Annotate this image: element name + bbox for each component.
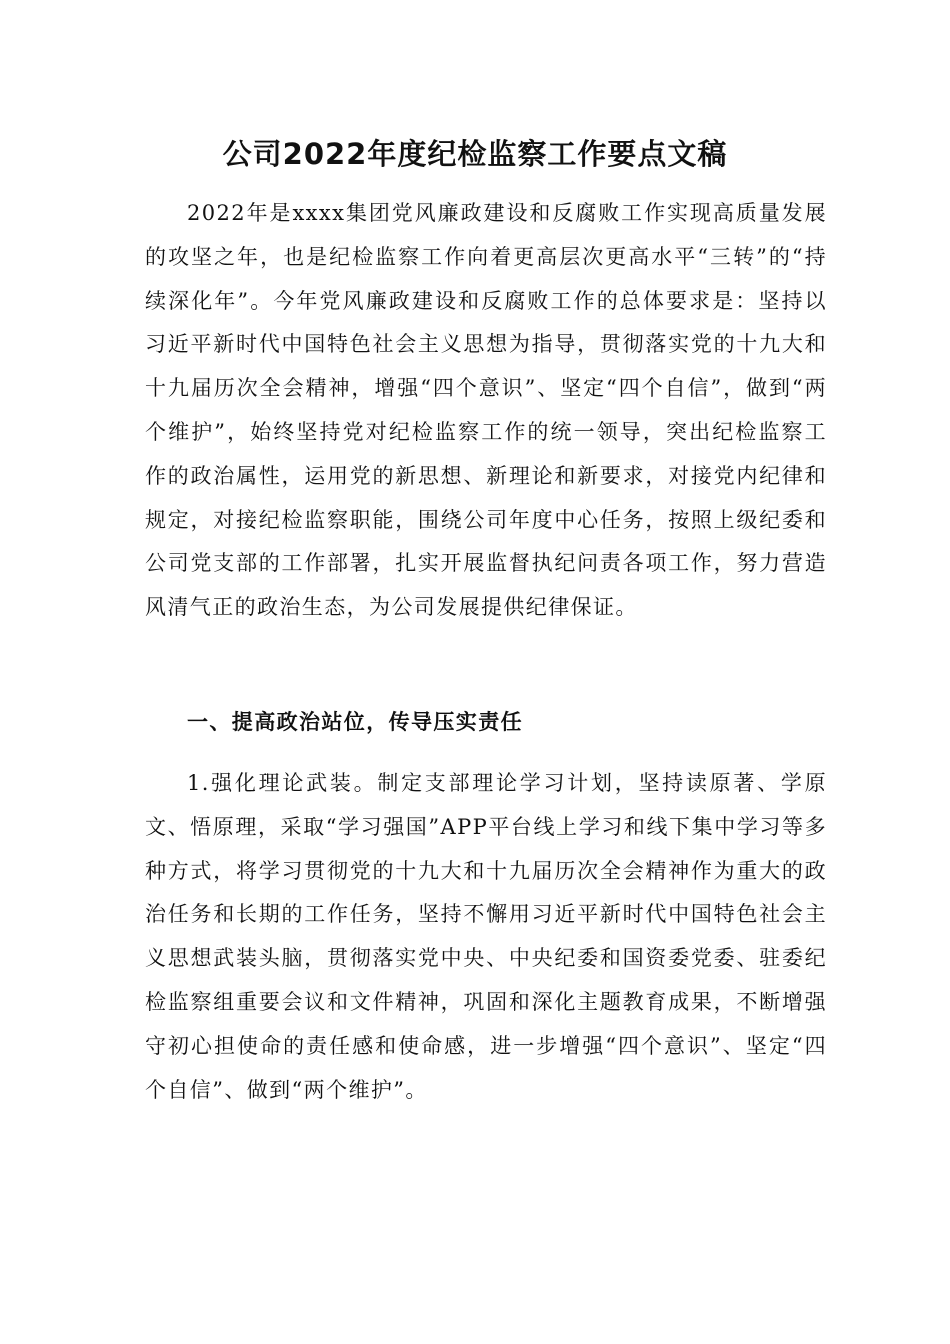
intro-paragraph: 2022年是xxxx集团党风廉政建设和反腐败工作实现高质量发展的攻坚之年，也是纪检监察工作向着更高层次更高水平“三转”的“持续深化年”。今年党风廉政建设和反腐败工作的总体要求是：坚持以习近平新时代中国特色社会主义思想为指导，贯彻落实党的十九大和十九届历次全会精神，增强“四个意识”、坚定“四个自信”，做到“两个维护”，始终坚持党对纪检监察工作的统一领导，突出纪检监察工作的政治属性，运用党的新思想、新理论和新要求，对接党内纪律和规定，对接纪检监察职能，围绕公司年度中心任务，按照上级纪委和公司党支部的工作部署，扎实开展监督执纪问责各项工作，努力营造风清气正的政治生态，为公司发展提供纪律保证。 xyxy=(145,201,827,620)
section-heading: 一、提高政治站位，传导压实责任 xyxy=(187,710,523,734)
document-title: 公司2022年度纪检监察工作要点文稿 xyxy=(222,137,728,171)
section-paragraph: 1.强化理论武装。制定支部理论学习计划，坚持读原著、学原文、悟原理，采取“学习强国”APP平台线上学习和线下集中学习等多种方式，将学习贯彻党的十九大和十九届历次全会精神作为重大的政治任务和长期的工作任务，坚持不懈用习近平新时代中国特色社会主义思想武装头脑，贯彻落实党中央、中央纪委和国资委党委、驻委纪检监察组重要会议和文件精神，巩固和深化主题教育成果，不断增强守初心担使命的责任感和使命感，进一步增强“四个意识”、坚定“四个自信”、做到“两个维护”。 xyxy=(145,771,827,1102)
